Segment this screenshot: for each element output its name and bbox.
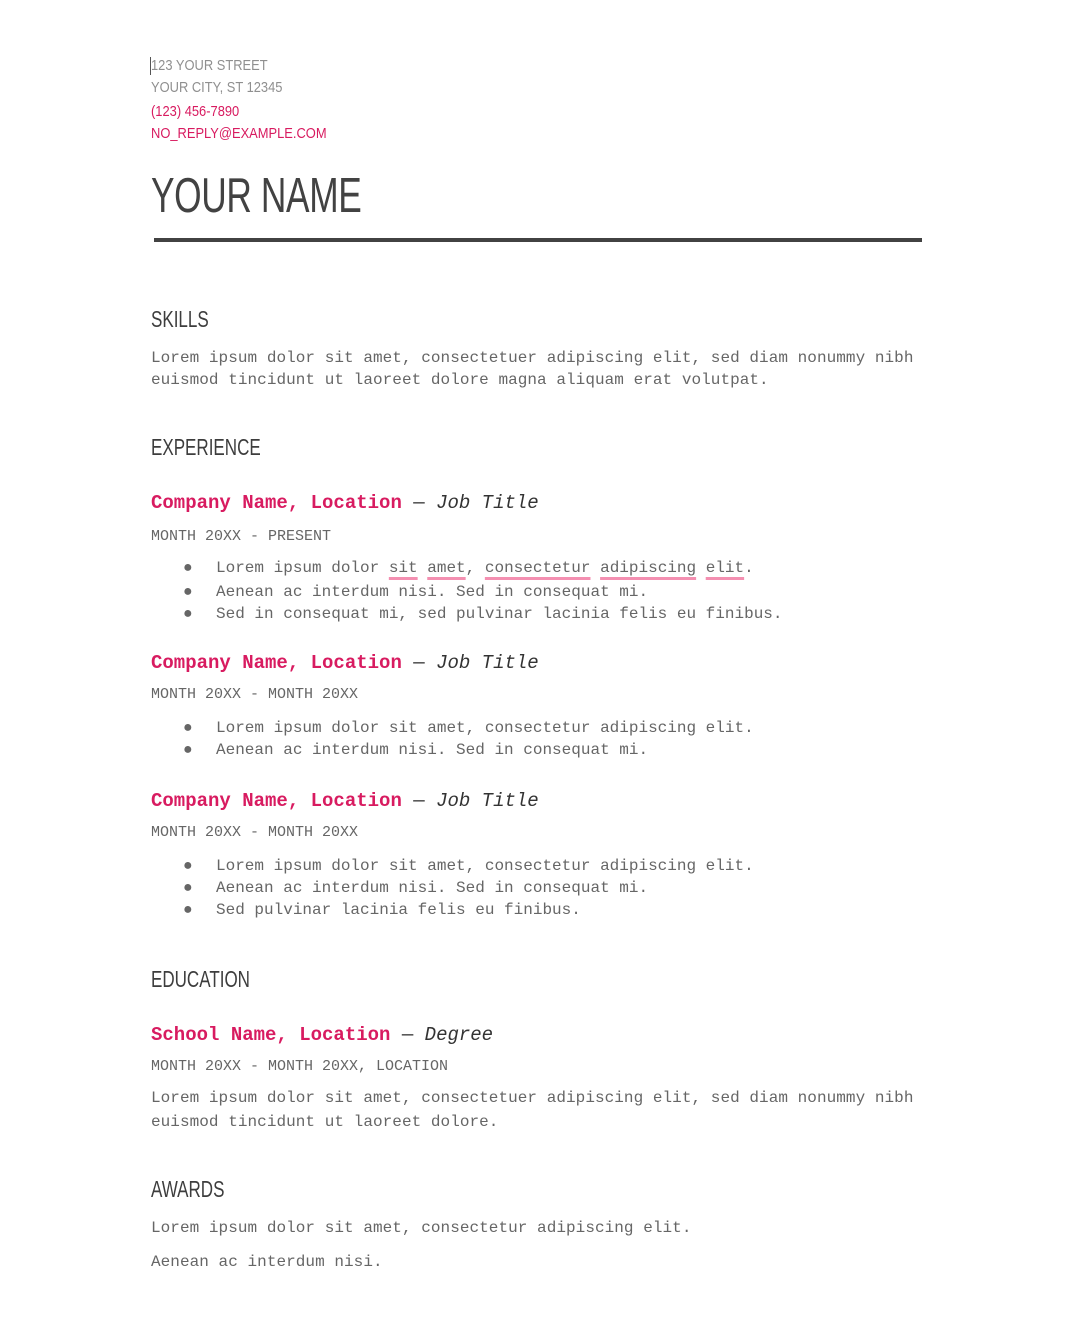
contact-phone[interactable]: (123) 456-7890 (151, 103, 240, 120)
company-name: Company Name, Location (151, 652, 402, 674)
list-item[interactable]: ● Aenean ac interdum nisi. Sed in consequat mi. (183, 583, 649, 601)
separator-dash: — (390, 1024, 425, 1046)
list-item[interactable]: ● Lorem ipsum dolor sit amet, consectetur adipiscing elit. (183, 559, 754, 577)
list-item[interactable]: ● Sed pulvinar lacinia felis eu finibus. (183, 901, 581, 919)
resume-name[interactable]: YOUR NAME (151, 169, 362, 223)
education-text-line[interactable]: Lorem ipsum dolor sit amet, consectetuer adipiscing elit, sed diam nonummy nibh (151, 1089, 914, 1107)
separator-dash: — (401, 492, 437, 514)
contact-email[interactable]: NO_REPLY@EXAMPLE.COM (151, 125, 327, 142)
bullet-icon: ● (183, 901, 193, 919)
job-dates[interactable]: MONTH 20XX - MONTH 20XX (151, 686, 359, 703)
degree: Degree (424, 1024, 494, 1046)
job-header[interactable] (151, 492, 539, 514)
contact-city[interactable]: YOUR CITY, ST 12345 (151, 79, 283, 96)
bullet-icon: ● (183, 559, 193, 577)
awards-text-line[interactable]: Lorem ipsum dolor sit amet, consectetur adipiscing elit. (151, 1219, 692, 1237)
bullet-icon: ● (183, 741, 193, 759)
spellcheck-underline[interactable]: sit (388, 559, 418, 577)
list-item[interactable]: ● Aenean ac interdum nisi. Sed in consequat mi. (183, 741, 649, 759)
separator-dash: — (401, 652, 437, 674)
name-divider (154, 238, 922, 242)
spellcheck-underline[interactable]: elit (705, 559, 745, 577)
section-heading-education[interactable]: EDUCATION (151, 966, 250, 992)
job-dates[interactable]: MONTH 20XX - MONTH 20XX (151, 824, 359, 841)
awards-text-line[interactable]: Aenean ac interdum nisi. (151, 1253, 383, 1271)
spellcheck-underline[interactable]: amet (427, 559, 466, 577)
list-item[interactable]: ● Aenean ac interdum nisi. Sed in consequat mi. (183, 879, 649, 897)
company-name: Company Name, Location (151, 790, 402, 812)
job-header[interactable] (151, 790, 539, 812)
school-header[interactable] (151, 1024, 493, 1046)
bullet-icon: ● (183, 605, 193, 623)
contact-street[interactable]: 123 YOUR STREET (151, 57, 268, 74)
skills-text-line[interactable]: Lorem ipsum dolor sit amet, consectetuer adipiscing elit, sed diam nonummy nibh (151, 349, 914, 367)
bullet-icon: ● (183, 719, 193, 737)
bullet-icon: ● (183, 857, 193, 875)
bullet-icon: ● (183, 583, 193, 601)
job-title: Job Title (436, 652, 539, 674)
company-name: Company Name, Location (151, 492, 402, 514)
section-heading-awards[interactable]: AWARDS (151, 1176, 225, 1202)
list-item[interactable]: ● Lorem ipsum dolor sit amet, consectetur adipiscing elit. (183, 719, 754, 737)
bullet-icon: ● (183, 879, 193, 897)
job-title: Job Title (436, 492, 539, 514)
job-title: Job Title (436, 790, 539, 812)
school-name: School Name, Location (151, 1024, 391, 1046)
list-item[interactable]: ● Sed in consequat mi, sed pulvinar lacinia felis eu finibus. (183, 605, 783, 623)
section-heading-skills[interactable]: SKILLS (151, 306, 209, 332)
job-header[interactable] (151, 652, 539, 674)
skills-text-line[interactable]: euismod tincidunt ut laoreet dolore magna aliquam erat volutpat. (151, 371, 769, 389)
section-heading-experience[interactable]: EXPERIENCE (151, 434, 261, 460)
list-item[interactable]: ● Lorem ipsum dolor sit amet, consectetur adipiscing elit. (183, 857, 754, 875)
separator-dash: — (401, 790, 437, 812)
job-dates[interactable]: MONTH 20XX - PRESENT (151, 528, 332, 545)
spellcheck-underline[interactable]: adipiscing (600, 559, 697, 577)
spellcheck-underline[interactable]: consectetur (484, 559, 591, 577)
education-text-line[interactable]: euismod tincidunt ut laoreet dolore. (151, 1113, 499, 1131)
education-dates[interactable]: MONTH 20XX - MONTH 20XX, LOCATION (151, 1058, 449, 1075)
